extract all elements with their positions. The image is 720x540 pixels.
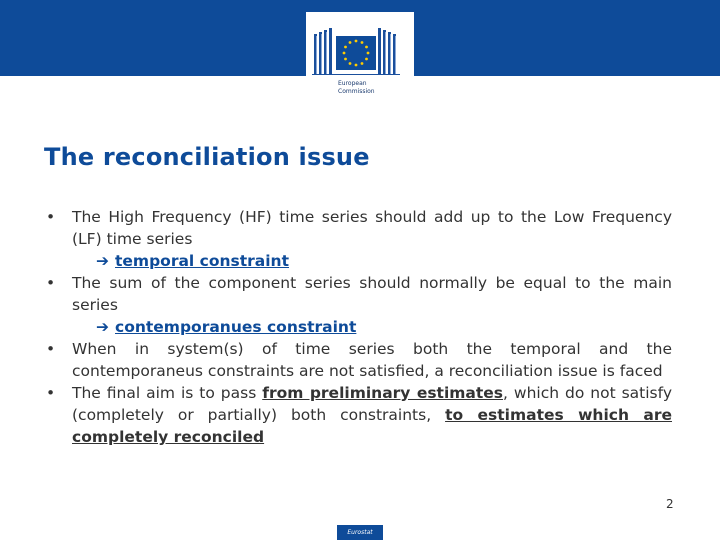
bullet-dot-icon: • bbox=[46, 274, 56, 292]
bullet-dot-icon: • bbox=[46, 340, 56, 358]
bullet-text: The High Frequency (HF) time series should add up to the Low Frequency (LF) time series bbox=[72, 208, 672, 248]
bullet-dot-icon: • bbox=[46, 208, 56, 226]
arrow-right-icon: ➔ bbox=[96, 318, 109, 336]
eurostat-footer-logo: Eurostat bbox=[337, 525, 383, 540]
arrow-right-icon: ➔ bbox=[96, 252, 109, 270]
reconciled-estimates-emphasis: to estimates which are completely reconciled bbox=[72, 406, 672, 446]
bullet-item bbox=[46, 338, 672, 382]
slide-title: The reconciliation issue bbox=[44, 143, 370, 171]
bullet-text: The sum of the component series should normally be equal to the main series bbox=[72, 274, 672, 314]
bullet-text-middle: , which do not satisfy (completely or partially) both constraints, bbox=[72, 384, 672, 424]
bullet-dot-icon: • bbox=[46, 384, 56, 402]
bullet-sub-line bbox=[72, 316, 672, 338]
temporal-constraint-label: temporal constraint bbox=[115, 252, 289, 270]
bullet-text-before: The final aim is to pass bbox=[72, 384, 263, 402]
european-commission-logo bbox=[306, 12, 414, 102]
contemporaneous-constraint-label: contemporanues constraint bbox=[115, 318, 357, 336]
bullet-list bbox=[46, 206, 672, 448]
bullet-item bbox=[46, 206, 672, 272]
logo-line-european: European bbox=[338, 80, 367, 87]
bullet-item bbox=[46, 382, 672, 448]
preliminary-estimates-emphasis: from preliminary estimates bbox=[262, 384, 504, 402]
logo-line-commission: Commission bbox=[338, 88, 375, 95]
bullet-item bbox=[46, 272, 672, 338]
page-number: 2 bbox=[666, 497, 674, 511]
bullet-text: When in system(s) of time series both the temporal and the contemporaneus constraints are not satisfied, a reconciliation issue is faced bbox=[72, 340, 672, 380]
bullet-sub-line bbox=[72, 250, 672, 272]
logo-text bbox=[338, 80, 375, 96]
